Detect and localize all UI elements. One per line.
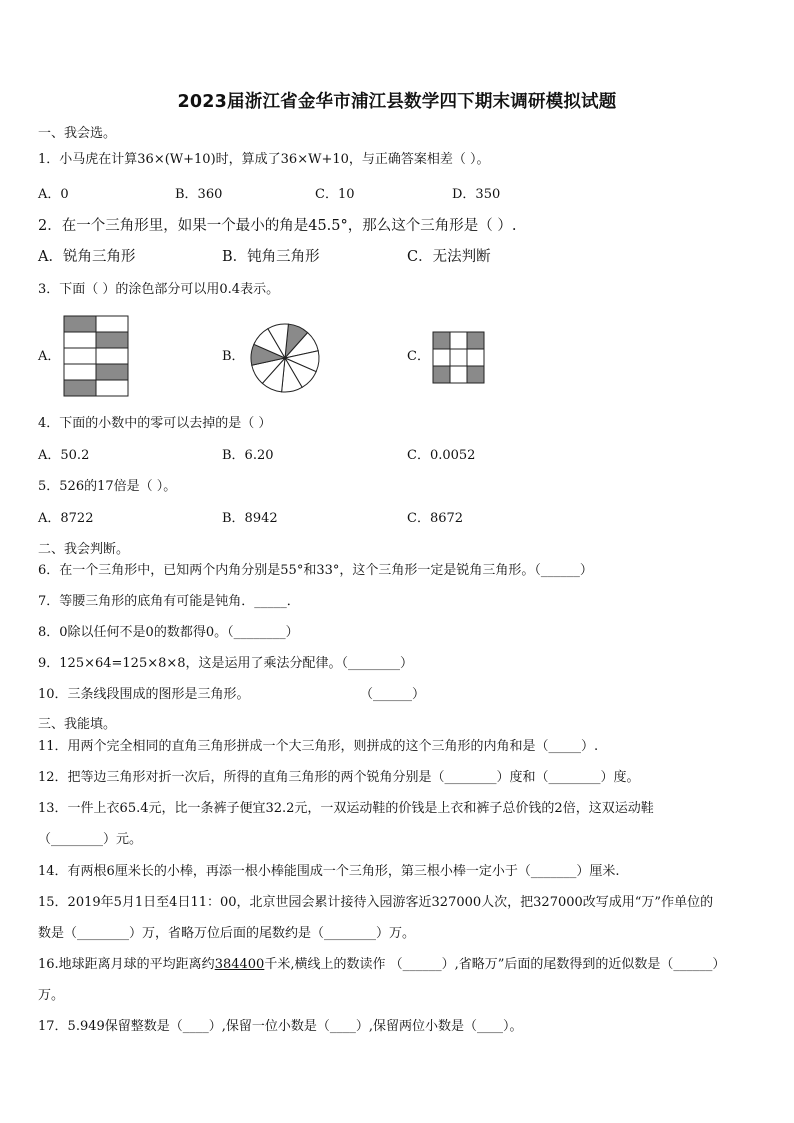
question-16-line-1 — [38, 957, 725, 973]
grid-c-cell — [433, 332, 450, 349]
q5-option-a[interactable]: A．8722 — [38, 511, 94, 526]
question-17: 17．5.949保留整数是（____）,保留一位小数是（____）,保留两位小数是（____）。 — [38, 1019, 523, 1034]
grid-c-cell — [467, 366, 484, 383]
page-title: 2023届浙江省金华市浦江县数学四下期末调研模拟试题 — [177, 92, 617, 112]
grid-a-cell — [96, 364, 128, 380]
q4-option-c[interactable]: C．0.0052 — [407, 448, 476, 463]
grid-a-cell — [64, 380, 96, 396]
grid-c-cell — [450, 349, 467, 366]
q2-option-a[interactable]: A．锐角三角形 — [38, 249, 136, 265]
grid-c-cell — [467, 332, 484, 349]
q2-option-b[interactable]: B．钝角三角形 — [222, 249, 320, 265]
q5-option-c[interactable]: C．8672 — [407, 511, 464, 526]
q3-figure-grid-a — [63, 315, 129, 397]
question-2: 2．在一个三角形里，如果一个最小的角是45.5°，那么这个三角形是（ ）. — [38, 218, 517, 234]
grid-a-cell — [96, 332, 128, 348]
section-heading-3: 三、我能填。 — [38, 717, 117, 732]
grid-a-cell — [64, 316, 96, 332]
question-15-line-2: 数是（________）万，省略万位后面的尾数约是（________）万。 — [38, 926, 416, 941]
q3-option-c[interactable]: C． — [407, 349, 430, 364]
q3-figure-grid-c — [432, 331, 484, 383]
q4-option-a[interactable]: A．50.2 — [38, 448, 90, 463]
question-5: 5．526的17倍是（ ）。 — [38, 479, 177, 494]
question-3: 3．下面（ ）的涂色部分可以用0.4表示。 — [38, 282, 280, 297]
question-10: 10．三条线段围成的图形是三角形。 — [38, 687, 250, 702]
grid-a-cell — [96, 316, 128, 332]
question-4: 4．下面的小数中的零可以去掉的是（ ） — [38, 416, 272, 431]
question-16-line-2: 万。 — [38, 988, 65, 1003]
question-1: 1．小马虎在计算36×(W+10)时，算成了36×W+10，与正确答案相差（ ）。 — [38, 152, 490, 167]
q2-option-c[interactable]: C．无法判断 — [407, 249, 491, 265]
question-15-line-1: 15．2019年5月1日至4日11：00，北京世园会累计接待入园游客近327000人次，把327000改写成用“万”作单位的 — [38, 895, 714, 910]
question-11: 11．用两个完全相同的直角三角形拼成一个大三角形，则拼成的这个三角形的内角和是（_____）. — [38, 739, 599, 754]
q16-text-pre: 16.地球距离月球的平均距离约 — [38, 957, 215, 972]
q1-option-b[interactable]: B．360 — [175, 187, 223, 202]
question-14: 14．有两根6厘米长的小棒，再添一根小棒能围成一个三角形，第三根小棒一定小于（_______）厘米. — [38, 864, 620, 879]
question-9: 9．125×64=125×8×8，这是运用了乘法分配律。（________） — [38, 656, 414, 671]
q16-underlined-number: 384400 — [214, 957, 265, 972]
q3-option-a[interactable]: A． — [38, 349, 61, 364]
q1-option-d[interactable]: D．350 — [452, 187, 501, 202]
q1-option-c[interactable]: C．10 — [315, 187, 355, 202]
q3-option-b[interactable]: B． — [222, 349, 245, 364]
grid-a-cell — [64, 364, 96, 380]
question-6: 6．在一个三角形中，已知两个内角分别是55°和33°，这个三角形一定是锐角三角形。（______） — [38, 563, 593, 578]
grid-c-cell — [450, 332, 467, 349]
grid-c-cell — [467, 349, 484, 366]
grid-c-cell — [433, 366, 450, 383]
q10-answer-blank[interactable]: （______） — [360, 687, 426, 702]
section-heading-2: 二、我会判断。 — [38, 542, 130, 557]
grid-a-cell — [64, 348, 96, 364]
grid-a-cell — [64, 332, 96, 348]
q3-figure-circle-b — [249, 322, 321, 394]
question-13-line-1: 13．一件上衣65.4元，比一条裤子便宜32.2元，一双运动鞋的价钱是上衣和裤子总价钱的2倍，这双运动鞋 — [38, 801, 654, 816]
grid-a-cell — [96, 380, 128, 396]
q1-option-a[interactable]: A．0 — [38, 187, 69, 202]
question-8: 8．0除以任何不是0的数都得0。（________） — [38, 625, 299, 640]
question-12: 12．把等边三角形对折一次后，所得的直角三角形的两个锐角分别是（________）度和（________）度。 — [38, 770, 640, 785]
section-heading-1: 一、我会选。 — [38, 126, 117, 141]
question-7: 7．等腰三角形的底角有可能是钝角．_____． — [38, 594, 300, 609]
question-13-line-2: （________）元。 — [38, 832, 143, 847]
grid-c-cell — [450, 366, 467, 383]
q4-option-b[interactable]: B．6.20 — [222, 448, 274, 463]
q5-option-b[interactable]: B．8942 — [222, 511, 278, 526]
grid-a-cell — [96, 348, 128, 364]
q16-text-post: 千米,横线上的数读作 （______）,省略万”后面的尾数得到的近似数是（______） — [264, 957, 726, 972]
grid-c-cell — [433, 349, 450, 366]
